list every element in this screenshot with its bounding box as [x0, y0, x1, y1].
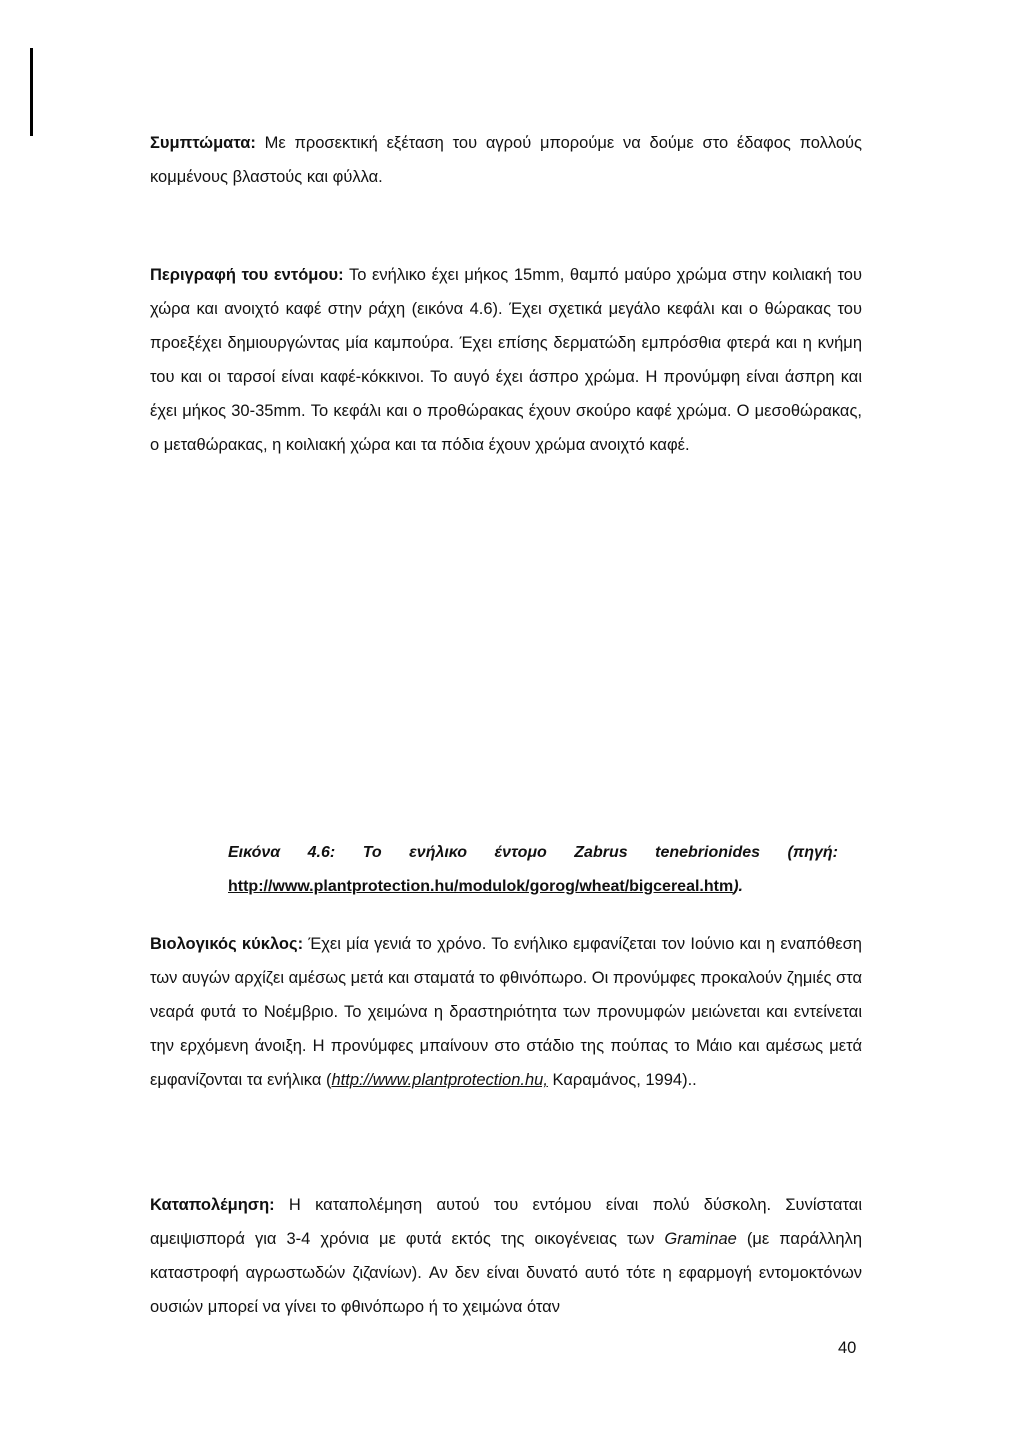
description-heading: Περιγραφή του εντόμου: [150, 266, 344, 284]
figure-caption-end: ). [733, 878, 743, 895]
life-cycle-paragraph [150, 927, 862, 1097]
margin-bar [30, 48, 33, 136]
control-text-2: (με παράλληλη καταστροφή αγρωστωδών ζιζανίων). Αν δεν είναι δυνατό αυτό τότε η εφαρμογή εντομοκτόνων ουσιών μπορεί να γίνει το φθινόπωρο ή το χειμώνα όταν [150, 1230, 862, 1316]
taxon-name: Graminae [664, 1230, 737, 1248]
figure-image-area [150, 500, 862, 818]
control-paragraph [150, 1188, 862, 1324]
symptoms-text: Με προσεκτική εξέταση του αγρού μπορούμε να δούμε στο έδαφος πολλούς κομμένους βλαστούς και φύλλα. [150, 134, 863, 186]
description-paragraph [150, 258, 862, 462]
figure-source-link[interactable]: http://www.plantprotection.hu/modulok/gorog/wheat/bigcereal.htm [228, 878, 734, 895]
life-cycle-text: Έχει μία γενιά το χρόνο. Το ενήλικο εμφανίζεται τον Ιούνιο και η εναπόθεση των αυγών αρχίζει αμέσως μετά και σταματά το φθινόπωρο. Οι προνύμφες προκαλούν ζημιές στα νεαρά φυτά το Νοέμβριο. Το χειμώνα η δραστηριότητα των προνυμφών μειώνεται και εντείνεται την ερχόμενη άνοιξη. Η προνύμφες μπαίνουν στο στάδιο της πούπας το Μάιο και αμέσως μετά εμφανίζονται τα ενήλικα ( [150, 935, 862, 1089]
description-text: Το ενήλικο έχει μήκος 15mm, θαμπό μαύρο χρώμα στην κοιλιακή του χώρα και ανοιχτό καφέ στην ράχη (εικόνα 4.6). Έχει σχετικά μεγάλο κεφάλι και ο θώρακας του προεξέχει δημιουργώντας μία καμπούρα. Έχει επίσης δερματώδη εμπρόσθια φτερά και η κνήμη του και οι ταρσοί είναι καφέ-κόκκινοι. Το αυγό έχει άσπρο χρώμα. Η προνύμφη είναι άσπρη και έχει μήκος 30-35mm. Το κεφάλι και ο προθώρακας έχουν σκούρο καφέ χρώμα. Ο μεσοθώρακας, ο μεταθώρακας, η κοιλιακή χώρα και τα πόδια έχουν χρώμα ανοιχτό καφέ. [150, 266, 862, 454]
control-text-1: Η καταπολέμηση αυτού του εντόμου είναι πολύ δύσκολη. Συνίσταται αμειψισπορά για 3-4 χρόνια με φυτά εκτός της οικογένειας των [150, 1196, 862, 1248]
life-cycle-source-link[interactable]: http://www.plantprotection.hu, [331, 1071, 548, 1089]
page-number: 40 [838, 1339, 857, 1357]
control-heading: Καταπολέμηση: [150, 1196, 275, 1214]
figure-caption [228, 836, 838, 904]
figure-caption-text: Εικόνα 4.6: Το ενήλικο έντομο Zabrus tenebrionides (πηγή: [228, 844, 838, 861]
symptoms-paragraph [150, 126, 862, 194]
life-cycle-heading: Βιολογικός κύκλος: [150, 935, 304, 953]
symptoms-heading: Συμπτώματα: [150, 134, 256, 152]
life-cycle-text-end: Καραμάνος, 1994).. [547, 1071, 697, 1089]
